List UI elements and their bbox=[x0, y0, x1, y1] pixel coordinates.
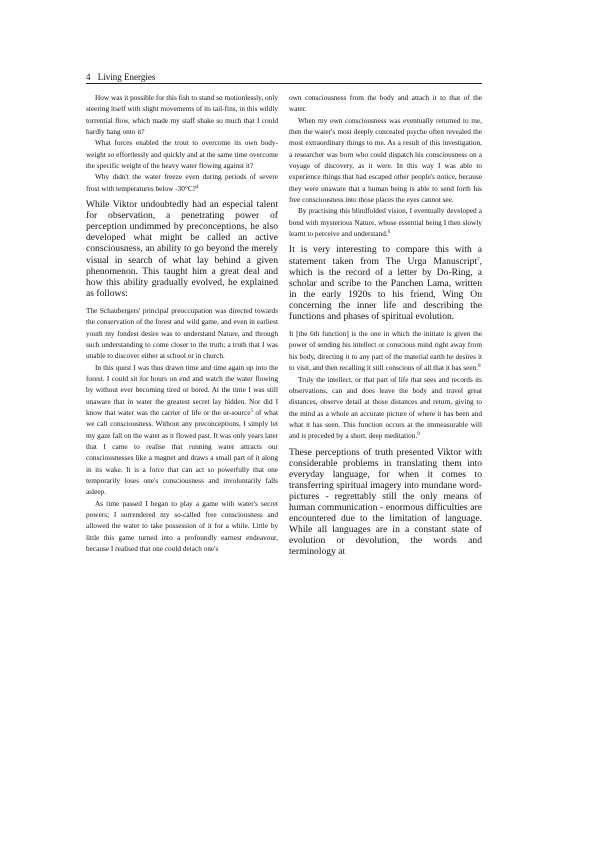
quote-paragraph bbox=[289, 328, 482, 373]
footnote-marker: 4 bbox=[195, 184, 199, 190]
footnote-marker: 8 bbox=[478, 364, 481, 370]
quote-paragraph bbox=[86, 171, 278, 194]
quote-paragraph bbox=[86, 362, 278, 498]
footnote-marker: 7 bbox=[477, 257, 480, 263]
quote-text: It [the 6th function] is the one in which the initiate is given the power of sending his intellect or conscious mind right away from his body, directing it to any part of the material earth he desires it to visit, and then recalling it still conscious of all that it has seen. bbox=[289, 329, 482, 373]
quote-paragraph: own consciousness from the body and attach it to that of the water. bbox=[289, 93, 482, 114]
footnote-marker: 5 bbox=[250, 409, 253, 415]
quote-paragraph: When my own consciousness was eventually returned to me, then the water's most deeply concealed psyche often revealed the most extraordinary things to me. As a result of this investigation, a researcher was born who could dispatch his consciousness on a voyage of discovery, as it were. In this way I was able to experience things that had escaped other people's notice, because they were unaware that a human being is able to send forth his free consciousness into those places the eyes cannot see. bbox=[289, 115, 482, 205]
footnote-marker: 9 bbox=[417, 432, 420, 438]
quote-text: Truly the intellect, or that part of life that sees and records its observations, can and does leave the body and travel great distances, observe detail at those distances and return, giving to the mind as a whole an accurate picture of where it has been and what it has seen. This function occurs at the immeasurable will and is preceded by a short, deep meditation. bbox=[289, 374, 482, 441]
body-text: , which is the record of a letter by Do-Ring, a scholar and scribe to the Panchen Lama, written in the early 1920s to his friend, Wing On concerning the inner life and describing the functions and phases of spiritual evolution. bbox=[289, 255, 482, 323]
quote-paragraph bbox=[289, 374, 482, 442]
quote-paragraph: How was it possible for this fish to stand so motionlessly, only steering itself with slight movements of its tail-fins, in this wildly torrential flow, which made my staff shake so much that I could hardly hang onto it? bbox=[86, 93, 278, 137]
body-paragraph bbox=[289, 244, 482, 322]
quote-paragraph: As time passed I began to play a game with water's secret powers; I surrendered my so-called free consciousness and allowed the water to take possession of it for a while. Little by little this game turned into a profoundly earnest endeavour, because I realised that one could detach one's bbox=[86, 498, 278, 554]
body-paragraph: These perceptions of truth presented Viktor with considerable problems in translating them into everyday language, for when it comes to transferring spiritual imagery into mundane word-pictures - regrettably still the only means of human communication - enormous difficulties are encountered due to the limitation of language. While all languages are in a constant state of evolution or devolution, the words and terminology at bbox=[289, 446, 482, 558]
body-paragraph: While Viktor undoubtedly had an especial talent for observation, a penetrating power of perception undimmed by preconceptions, he also developed what might be called an active consciousness, an ability to go beyond the merely visual in search of what lay behind a given phenomenon. This taught him a great deal and how this ability gradually evolved, he explained as follows: bbox=[86, 199, 278, 299]
left-column bbox=[86, 92, 278, 555]
quote-paragraph bbox=[289, 205, 482, 239]
quote-paragraph: What forces enabled the trout to overcome its own body-weight so effortlessly and quickly and at the same time overcome the specific weight of the heavy water flowing against it? bbox=[86, 138, 278, 171]
quote-text: In this quest I was thus drawn time and time again up into the forest. I could sit for hours on end and watch the water flowing by without ever becoming tired or bored. At the time I was still unaware that in water the greatest secret lay hidden. Nor did I know that water was the carrier of life or the ur-source bbox=[86, 362, 278, 418]
quote-text: of what we call consciousness. Without any preconceptions, I simply let my gaze fall on the water as it flowed past. It was only years later that I came to realise that running water attracts our consciousnesses like a magnet and draws a small part of it along in its wake. It is a force that can act so powerfully that one temporarily loses one's consciousness and involuntarily falls asleep. bbox=[86, 408, 278, 497]
page-number: 4 bbox=[86, 72, 91, 82]
running-header bbox=[86, 71, 482, 84]
right-column bbox=[289, 92, 482, 564]
body-text: It is very interesting to compare this with a statement taken from The Urga Manuscript bbox=[289, 244, 482, 267]
running-title: Living Energies bbox=[97, 72, 156, 82]
quote-paragraph: The Schaubergers' principal preoccupation was directed towards the conservation of the forest and wild game, and even in earliest youth my fondest desire was to understand Nature, and through such understanding to come closer to the truth; a truth that I was unable to discover either at school or in church. bbox=[86, 305, 278, 361]
footnote-marker: 6 bbox=[387, 230, 391, 236]
quote-text: Why didn't the water freeze even during periods of severe frost with temperatures below -30°C? bbox=[86, 172, 278, 193]
quote-text: By practising this blindfolded vision, I eventually developed a bond with mysterious Nature, whose essential being I then slowly learnt to perceive and understand. bbox=[289, 206, 482, 239]
